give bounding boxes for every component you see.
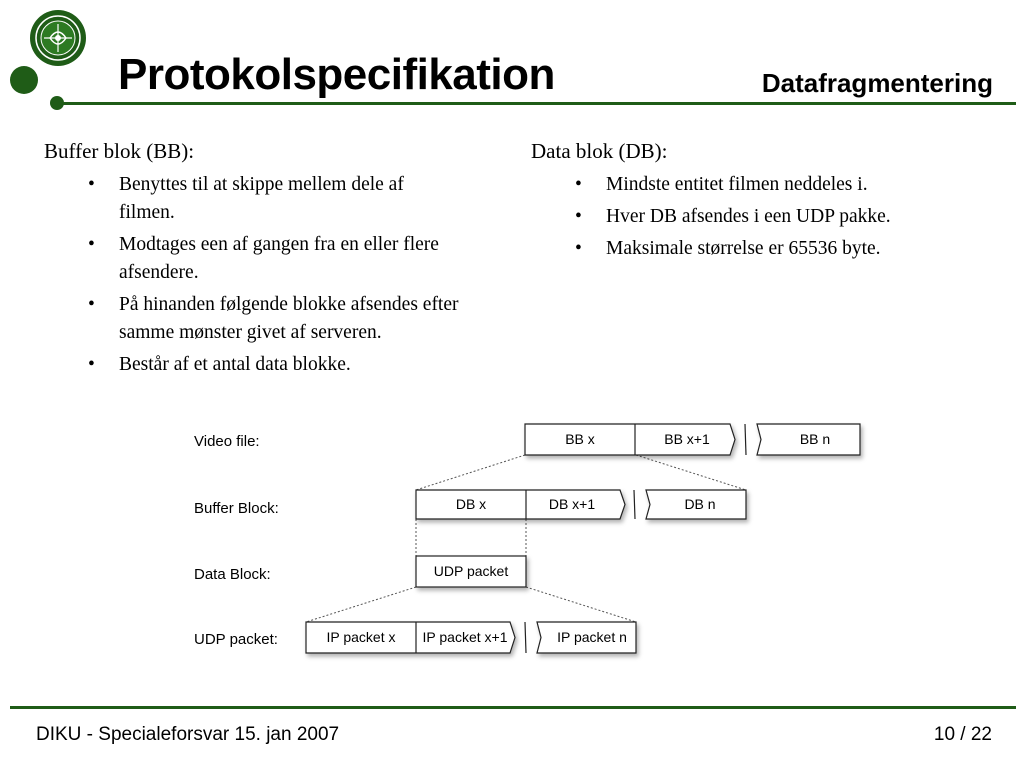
bullet-icon: • [575, 174, 582, 195]
list-item: • Modtages een af gangen fra en eller flere afsendere. [44, 231, 524, 287]
video-bb-x: BB x [565, 431, 595, 447]
bullet-icon: • [575, 206, 582, 227]
row-label-video: Video file: [194, 433, 260, 450]
data-block-list [531, 171, 1001, 263]
video-bb-x1: BB x+1 [664, 431, 710, 447]
udp-ip-packet-x: IP packet x [326, 629, 396, 645]
bullet-icon: • [575, 238, 582, 259]
list-item: • Består af et antal data blokke. [44, 351, 524, 379]
bullet-icon: • [88, 294, 95, 315]
fragmentation-diagram [180, 410, 880, 670]
bullet-icon: • [88, 354, 95, 375]
data-block-section [531, 137, 1001, 267]
buffer-db-n: DB n [684, 496, 716, 512]
row-label-data: Data Block: [194, 566, 271, 583]
connector-lines [306, 455, 746, 622]
data-block-heading: Data blok (DB): [531, 139, 668, 163]
udp-ip-packet-n: IP packet n [557, 629, 627, 645]
data-udp-packet: UDP packet [433, 563, 509, 579]
list-item: • På hinanden følgende blokke afsendes efter samme mønster givet af serveren. [44, 291, 524, 347]
slide-subtitle: Datafragmentering [761, 68, 993, 98]
video-bb-n: BB n [799, 431, 831, 447]
footer-rule [10, 706, 1016, 709]
bullet-icon: • [88, 174, 95, 195]
row-label-buffer: Buffer Block: [194, 500, 279, 517]
footer-event: DIKU - Specialeforsvar 15. jan 2007 [36, 724, 340, 745]
list-item: • Hver DB afsendes i een UDP pakke. [531, 203, 1001, 231]
list-item: • Maksimale størrelse er 65536 byte. [531, 235, 1001, 263]
buffer-block-list [44, 171, 524, 379]
page-number: 10 / 22 [933, 724, 992, 745]
decor-dot-large [10, 66, 38, 94]
udp-ip-packet-x1: IP packet x+1 [422, 629, 508, 645]
buffer-db-x1: DB x+1 [548, 496, 596, 512]
buffer-block-heading: Buffer blok (BB): [44, 139, 195, 163]
buffer-db-x: DB x [455, 496, 487, 512]
slide-title: Protokolspecifikation [118, 50, 555, 99]
university-seal-icon [28, 8, 88, 68]
header-rule [58, 102, 1016, 105]
row-label-udp: UDP packet: [194, 631, 278, 648]
list-item: • Benyttes til at skippe mellem dele af filmen. [44, 171, 524, 227]
buffer-block-section [44, 137, 524, 383]
bullet-icon: • [88, 234, 95, 255]
list-item: • Mindste entitet filmen neddeles i. [531, 171, 1001, 199]
